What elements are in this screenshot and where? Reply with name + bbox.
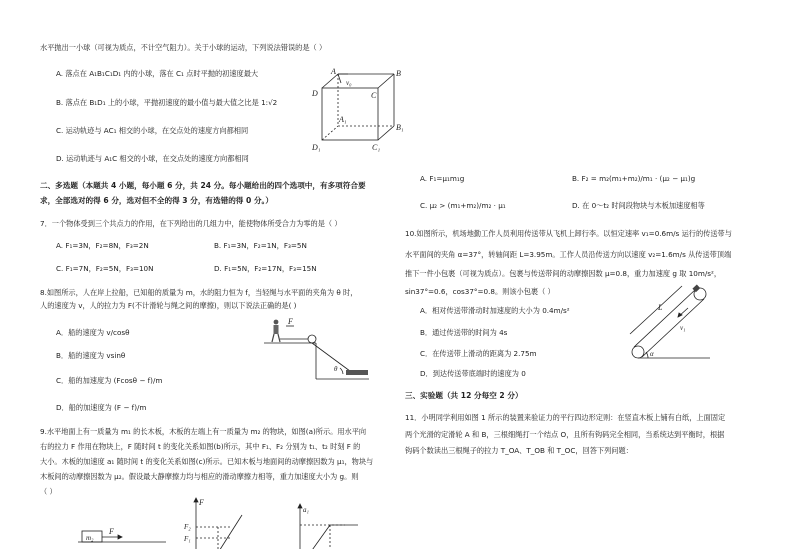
q9-block-label: m₂ <box>86 534 94 542</box>
q9-fig-c-axis: a₁ <box>303 506 309 514</box>
q8-stem-line2: 人的速度为 v，人的拉力为 F(不计滑轮与绳之间的摩擦)，则以下说法正确的是( ) <box>40 301 297 310</box>
q8-option-c[interactable]: C．船的加速度为 (Fcosθ − f)/m <box>56 376 163 385</box>
q10-stem-line1: 10.如图所示，机场地勤工作人员利用传送带从飞机上卸行李。以恒定速率 v₁=0.6m/s 运行的传送带与 <box>405 229 732 238</box>
boat-icon <box>346 370 368 375</box>
q9-fig-b-f1: F₁ <box>184 535 191 543</box>
q11-stem-line2: 两个光滑的定滑轮 A 和 B，三根细绳打一个结点 O，且所有钩码完全相同，当系统达到平衡时，根据 <box>405 430 725 439</box>
section2-title: 二、多选题（本题共 4 小题，每小题 6 分，共 24 分。每小题给出的四个选项中，有多项符合要 <box>40 181 366 190</box>
q10-option-b[interactable]: B．通过传送带的时间为 4s <box>420 328 508 337</box>
q10-stem-line4: sin37°=0.6，cos37°=0.8。则该小包裹（ ） <box>405 287 555 296</box>
q9-stem-line3: 大小。木板的加速度 a₁ 随时间 t 的变化关系如图(c)所示。已知木板与地面间的动摩擦因数为 μ₁，物块与 <box>40 457 374 466</box>
q8-stem-line1: 8.如图所示，人在岸上拉船，已知船的质量为 m，水的阻力恒为 f，当轻绳与水平面的夹角为 θ 时， <box>40 288 358 297</box>
q7-option-c[interactable]: C. F₁=7N，F₂=5N，F₃=10N <box>56 264 154 273</box>
q9-stem-line1: 9.水平地面上有一质量为 m₁ 的长木板，木板的左端上有一质量为 m₂ 的物块，如图(a)所示。用水平向 <box>40 427 367 436</box>
q9-figure-a <box>78 528 168 548</box>
q9-stem-line2: 右的拉力 F 作用在物块上，F 随时间 t 的变化关系如图(b)所示，其中 F₁、F₂ 分别为 t₁、t₂ 时刻 F 的 <box>40 442 361 451</box>
q9-fig-a-force: F <box>109 527 114 536</box>
q9-figure-b <box>184 497 244 549</box>
q6-option-b[interactable]: B. 落点在 B₁D₁ 上的小球，平抛初速度的最小值与最大值之比是 1:√2 <box>56 98 278 107</box>
cube-label-a1: A₁ <box>339 115 347 124</box>
q6-option-c[interactable]: C. 运动轨迹与 AC₁ 相交的小球，在交点处的速度方向都相同 <box>56 126 249 135</box>
q10-option-d[interactable]: D．到达传送带底端时的速度为 0 <box>420 369 526 378</box>
q9-option-b[interactable]: B. F₂ = m₂(m₁+m₂)/m₁ · (μ₂ − μ₁)g <box>572 174 696 183</box>
q10-v1-label: v₁ <box>680 324 686 332</box>
q9-option-a[interactable]: A. F₁=μ₁m₁g <box>420 174 465 183</box>
q8-angle-label: θ <box>334 365 338 373</box>
cube-label-c1: C₁ <box>372 143 381 152</box>
q10-option-a[interactable]: A．相对传送带滑动时加速度的大小为 0.4m/s² <box>420 306 570 315</box>
cube-label-b: B <box>396 69 401 78</box>
cube-label-d: D <box>312 89 318 98</box>
q6-option-d[interactable]: D. 运动轨迹与 A₁C 相交的小球，在交点处的速度方向都相同 <box>56 154 249 163</box>
q11-stem-line1: 11．小明同学利用如图 1 所示的装置来验证力的平行四边形定则：在竖直木板上铺有白纸，上面固定 <box>405 413 726 422</box>
q7-option-b[interactable]: B. F₁=3N，F₂=1N，F₃=5N <box>214 241 307 250</box>
cube-label-b1: B₁ <box>396 123 404 132</box>
q8-option-a[interactable]: A．船的速度为 v/cosθ <box>56 328 130 337</box>
q9-option-c[interactable]: C. μ₂ > (m₁+m₂)/m₂ · μ₁ <box>420 201 506 210</box>
cube-label-c: C <box>371 91 377 100</box>
cube-label-d1: D₁ <box>312 143 321 152</box>
q10-stem-line3: 推下一件小包裹（可视为质点）。包裹与传送带间的动摩擦因数 μ=0.8，重力加速度 g 取 10m/s²， <box>405 269 722 278</box>
q7-option-a[interactable]: A. F₁=3N，F₂=8N，F₃=2N <box>56 241 149 250</box>
q7-stem: 7．一个物体受到三个共点力的作用，在下列给出的几组力中，能使物体所受合力为零的是（ ） <box>40 219 342 228</box>
q9-stem-line5: （ ） <box>40 487 57 496</box>
q9-figure-c <box>290 503 360 549</box>
q7-option-d[interactable]: D. F₁=5N，F₂=17N，F₃=15N <box>214 264 317 273</box>
q10-alpha-label: α <box>650 350 654 358</box>
person-icon <box>272 320 280 342</box>
q9-fig-b-f2: F₂ <box>184 523 191 531</box>
q10-conveyor-figure <box>620 286 730 366</box>
cube-figure <box>308 66 408 151</box>
q9-fig-b-axis: F <box>199 498 204 507</box>
q10-l-label: L <box>658 303 663 312</box>
q10-option-c[interactable]: C．在传送带上滑动的距离为 2.75m <box>420 349 537 358</box>
q8-figure <box>264 316 374 378</box>
q6-option-a[interactable]: A. 落点在 A₁B₁C₁D₁ 内的小球，落在 C₁ 点时平抛的初速度最大 <box>56 69 259 78</box>
cube-label-v0: v₀ <box>346 79 352 87</box>
q6-intro: 水平抛出一小球（可视为质点，不计空气阻力）。关于小球的运动，下列说法错误的是（ ） <box>40 43 327 52</box>
q8-option-d[interactable]: D．船的加速度为 (F − f)/m <box>56 403 147 412</box>
q8-option-b[interactable]: B．船的速度为 vsinθ <box>56 351 126 360</box>
cube-label-a: A <box>331 67 336 76</box>
q10-stem-line2: 水平面间的夹角 α=37°，转轴间距 L=3.95m。工作人员沿传送方向以速度 v₂=1.6m/s 从传送带顶端 <box>405 250 732 259</box>
section3-title: 三、实验题（共 12 分每空 2 分） <box>405 391 523 400</box>
q9-option-d[interactable]: D. 在 0～t₂ 时间段物块与木板加速度相等 <box>572 201 705 210</box>
q11-stem-line3: 钩码个数读出三根绳子的拉力 T_OA、T_OB 和 T_OC，回答下列问题： <box>405 446 633 455</box>
q8-force-label: F <box>288 317 293 326</box>
section2-subtitle: 求，全部选对的得 6 分，选对但不全的得 3 分，有选错的得 0 分。） <box>40 196 273 205</box>
q9-stem-line4: 木板间的动摩擦因数为 μ₂。假设最大静摩擦力均与相应的滑动摩擦力相等，重力加速度大小为 g。则 <box>40 472 359 481</box>
